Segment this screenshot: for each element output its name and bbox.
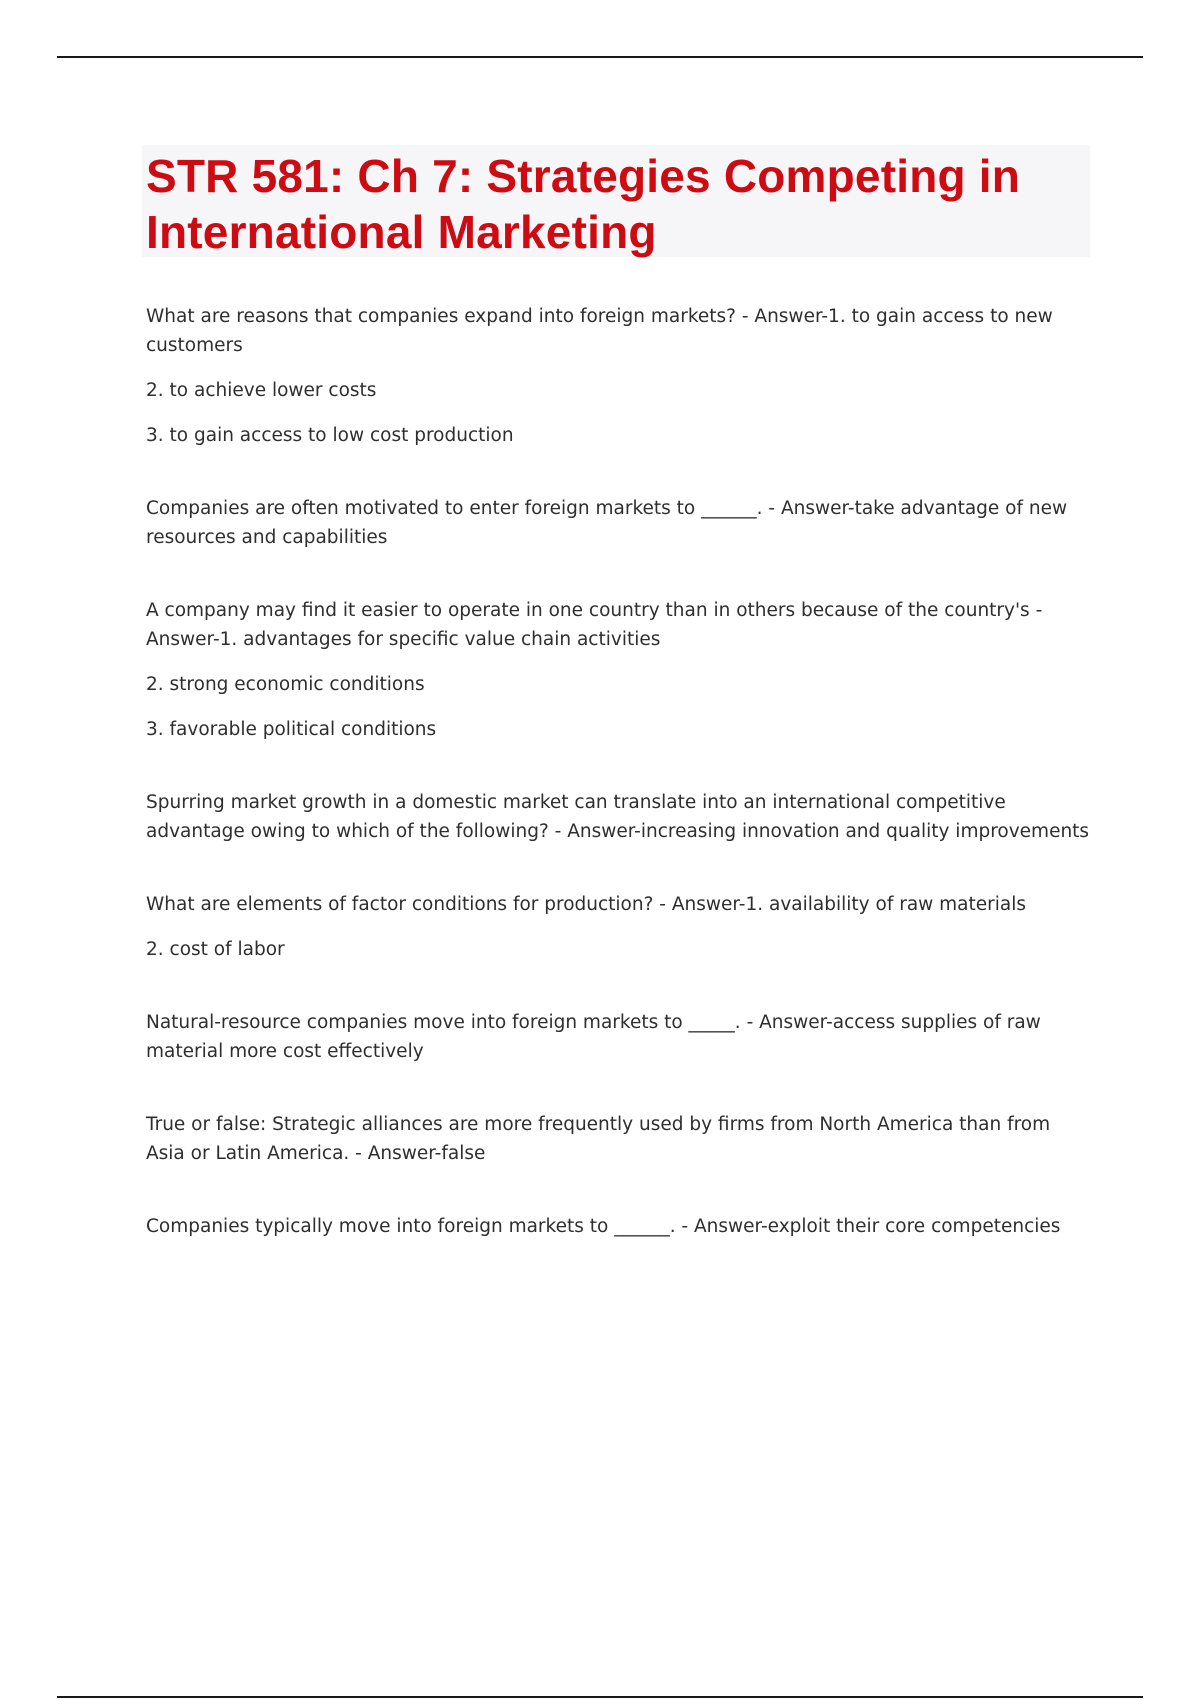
qa-list xyxy=(146,302,1091,1257)
question-text: Spurring market growth in a domestic market can translate into an international competitive advantage owing to which of the following? - Answer-increasing innovation and quality improvements xyxy=(146,792,1090,842)
question-text: True or false: Strategic alliances are more frequently used by firms from North America than from Asia or Latin America. - Answer-false xyxy=(146,1114,1051,1164)
answer-line: 3. favorable political conditions xyxy=(146,719,437,740)
answer-line: 2. cost of labor xyxy=(146,939,285,960)
question-text: A company may find it easier to operate in one country than in others because of the country's - Answer-1. advantages for specific value chain activities xyxy=(146,600,1043,650)
top-rule xyxy=(57,56,1143,58)
answer-line: 2. strong economic conditions xyxy=(146,674,425,695)
answer-line: 2. to achieve lower costs xyxy=(146,380,377,401)
qa-item-1 xyxy=(146,302,1091,450)
question-text: What are elements of factor conditions for production? - Answer-1. availability of raw materials xyxy=(146,894,1027,915)
qa-item-3 xyxy=(146,596,1091,744)
question-text: Natural-resource companies move into foreign markets to _____. - Answer-access supplies of raw material more cost effectively xyxy=(146,1012,1041,1062)
answer-line: 3. to gain access to low cost production xyxy=(146,425,514,446)
question-text: Companies typically move into foreign markets to ______. - Answer-exploit their core competencies xyxy=(146,1216,1061,1237)
page-title: STR 581: Ch 7: Strategies Competing in International Marketing xyxy=(146,150,1021,258)
qa-item-6 xyxy=(146,1008,1091,1066)
qa-item-2 xyxy=(146,494,1091,552)
qa-item-7 xyxy=(146,1110,1091,1168)
qa-item-4 xyxy=(146,788,1091,846)
question-text: Companies are often motivated to enter foreign markets to ______. - Answer-take advantage of new resources and capabilities xyxy=(146,498,1068,548)
bottom-rule xyxy=(57,1696,1143,1698)
qa-item-5 xyxy=(146,890,1091,964)
question-text: What are reasons that companies expand into foreign markets? - Answer-1. to gain access to new customers xyxy=(146,306,1053,356)
qa-item-8 xyxy=(146,1212,1091,1241)
